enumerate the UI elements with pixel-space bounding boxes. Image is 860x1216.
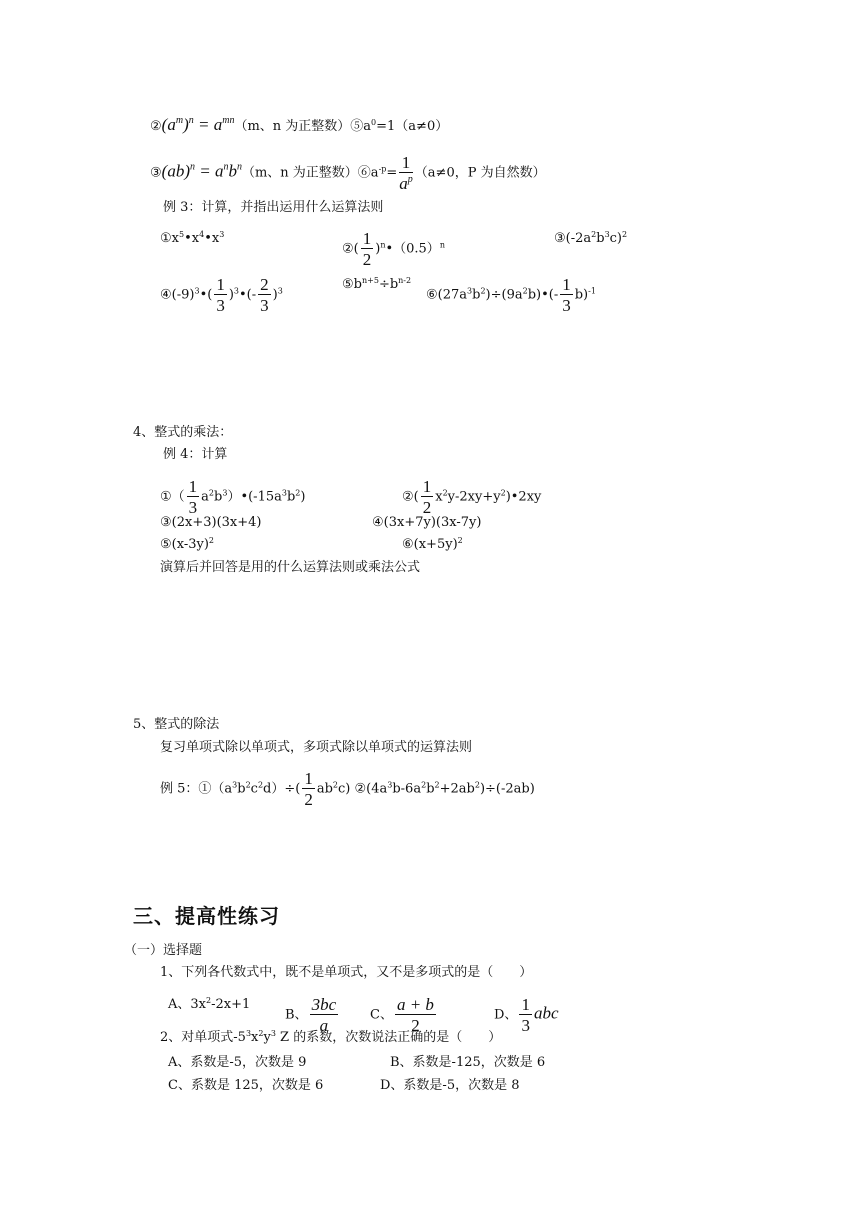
denominator: 3 <box>188 498 198 517</box>
sup: 3 <box>604 230 610 239</box>
sup: 3 <box>270 1029 276 1038</box>
sup: n <box>439 240 445 250</box>
question-1-stem: 1、下列各代数式中，既不是单项式，又不是多项式的是（ ） <box>160 965 533 980</box>
example-5 <box>160 770 535 808</box>
text: A、3x <box>168 997 206 1012</box>
numerator: a + b <box>396 995 434 1014</box>
denominator: a <box>319 1016 329 1035</box>
text: ) <box>228 287 234 303</box>
text: a <box>201 489 209 505</box>
example-4-note: 演算后并回答是用的什么运算法则或乘法公式 <box>160 560 421 575</box>
sup: m <box>175 115 184 126</box>
example-4-problem-1 <box>160 478 305 516</box>
section-5-review: 复习单项式除以单项式，多项式除以单项式的运算法则 <box>160 740 473 755</box>
sup: 2 <box>480 286 486 296</box>
example-3-problem-3 <box>554 230 627 248</box>
text: c) <box>609 231 623 246</box>
text: ⑤(x-3y) <box>160 537 209 552</box>
example-3-title: 例 3：计算，并指出运用什么运算法则 <box>163 200 384 215</box>
text: b <box>237 781 246 797</box>
equals: = <box>386 165 398 181</box>
circle-2: ② <box>150 119 162 134</box>
denominator: 2 <box>422 498 432 517</box>
denominator: 2 <box>304 790 313 809</box>
text: Z 的系数，次数说法正确的是（ ） <box>275 1030 502 1045</box>
numerator: 1 <box>362 229 372 248</box>
text: b)•(- <box>527 287 559 303</box>
question-2-stem <box>160 1029 501 1047</box>
sup: n <box>188 115 194 126</box>
formula-text: b <box>228 161 237 181</box>
section-3-heading: 三、提高性练习 <box>133 904 280 928</box>
sup: 2 <box>591 230 597 239</box>
text: •x <box>204 231 220 246</box>
text: c <box>250 781 258 797</box>
question-2-option-c[interactable]: C、系数是 125，次数是 6 <box>168 1078 324 1093</box>
numerator: 1 <box>216 275 225 294</box>
sup: 2 <box>208 488 215 498</box>
numerator: 1 <box>422 477 432 496</box>
example-4-problem-6 <box>402 536 463 554</box>
example-4-title: 例 4：计算 <box>163 447 228 462</box>
text: b <box>214 489 223 505</box>
text: b <box>596 231 605 246</box>
denominator: 2 <box>362 250 372 269</box>
text: ÷b <box>378 277 399 292</box>
text: b-6a <box>392 781 422 797</box>
section-3-subheading: （一）选择题 <box>124 943 203 958</box>
numerator: 1 <box>562 275 571 294</box>
example-3-problem-4 <box>160 276 283 314</box>
question-2-option-b[interactable]: B、系数是-125，次数是 6 <box>390 1055 546 1070</box>
text: ①（ <box>160 489 185 505</box>
sup: n <box>236 161 242 173</box>
text: ④(-9) <box>160 287 195 303</box>
sup: n+5 <box>361 276 379 285</box>
formula-text: ) <box>183 115 189 134</box>
sup: 2 <box>474 780 480 790</box>
numerator: 1 <box>304 769 313 788</box>
sup: n <box>380 240 386 250</box>
formula-text: = a <box>194 161 224 181</box>
denominator-base: a <box>399 174 408 193</box>
numerator: 1 <box>399 154 413 173</box>
sup: 2 <box>434 780 440 790</box>
sup: 3 <box>222 488 228 498</box>
sup: n <box>189 161 195 173</box>
sup: p <box>407 174 413 185</box>
text: ①x <box>160 231 179 246</box>
denominator: 3 <box>216 296 225 315</box>
example-4-problem-4: ④(3x+7y)(3x-7y) <box>372 515 482 530</box>
text: b <box>286 489 296 505</box>
text: D、 <box>494 1007 518 1023</box>
text: ⑥(27a <box>426 287 468 303</box>
sup: 2 <box>206 996 212 1005</box>
formula-text: (ab) <box>161 161 190 181</box>
sup: 3 <box>277 286 283 296</box>
text: abc <box>533 1003 559 1023</box>
sup: 3 <box>245 1029 252 1038</box>
sup: 2 <box>245 780 251 790</box>
text: b) <box>574 287 589 303</box>
example-4-problem-2 <box>402 478 541 516</box>
rule-note: （m、n 为正整数）⑥a <box>241 165 379 181</box>
sup: n-2 <box>398 276 412 285</box>
sup: 3 <box>467 286 473 296</box>
sup: 2 <box>332 780 339 790</box>
sup: 3 <box>194 286 200 296</box>
text: ) <box>272 287 278 303</box>
zero-exponent-rule: =1（a≠0） <box>376 119 449 134</box>
sup: -1 <box>588 286 596 296</box>
sup: 4 <box>199 230 205 239</box>
formula-text: (a <box>161 115 176 134</box>
sup: 3 <box>387 780 393 790</box>
sup: 2 <box>258 1029 264 1038</box>
fraction <box>214 276 227 314</box>
fraction <box>421 478 434 516</box>
text: C、 <box>370 1007 393 1023</box>
text: y <box>263 1030 271 1045</box>
sup: 2 <box>208 536 215 545</box>
fraction <box>258 276 271 314</box>
text: x <box>251 1030 259 1045</box>
text: ) <box>300 489 306 505</box>
fraction <box>302 770 315 808</box>
fraction <box>399 154 413 192</box>
denominator: 3 <box>562 296 571 315</box>
denominator: 3 <box>260 296 269 315</box>
text: B、 <box>285 1007 308 1023</box>
text: +2ab <box>439 781 475 797</box>
text: y-2xy+y <box>447 489 501 505</box>
question-1-option-d[interactable] <box>494 996 558 1034</box>
example-3-problem-5 <box>342 276 411 294</box>
fraction <box>361 230 374 268</box>
formula-text: = a <box>193 115 223 134</box>
text: c) ②(4a <box>338 781 388 797</box>
sup: 2 <box>295 488 301 498</box>
example-3-problem-6 <box>426 276 596 314</box>
text: b <box>472 287 481 303</box>
numerator: 1 <box>188 477 198 496</box>
example-4-problem-3: ③(2x+3)(3x+4) <box>160 515 262 530</box>
sup: mn <box>222 115 235 126</box>
question-1-option-a[interactable] <box>168 996 250 1014</box>
text: b <box>426 781 435 797</box>
sup: 3 <box>232 780 238 790</box>
fraction <box>187 478 200 516</box>
sup: 2 <box>500 488 506 498</box>
text: 2、对单项式-5 <box>160 1030 246 1045</box>
text: -2x+1 <box>211 997 251 1012</box>
text: ）•(-15a <box>227 489 282 505</box>
sup: 2 <box>442 488 448 498</box>
sup: -p <box>378 164 387 174</box>
text: x <box>435 489 443 505</box>
circle-3: ③ <box>150 165 162 181</box>
sup: 3 <box>219 230 225 239</box>
sup: 3 <box>281 488 287 498</box>
text: •x <box>184 231 200 246</box>
example-4-problem-5 <box>160 536 214 554</box>
text: )•2xy <box>505 489 542 505</box>
text: ⑥(x+5y) <box>402 537 458 552</box>
sup: 2 <box>522 286 528 296</box>
text: ③(-2a <box>554 231 592 246</box>
example-3-problem-2 <box>342 230 445 268</box>
text: ②( <box>402 489 419 505</box>
text: ⑤b <box>342 277 362 292</box>
section-4-heading: 4、整式的乘法： <box>133 425 233 440</box>
text: •(- <box>238 287 257 303</box>
text: ) <box>375 241 381 257</box>
text: d）÷( <box>263 781 301 797</box>
rule-note: （m、n 为正整数）⑤a <box>234 119 372 134</box>
numerator: 3bc <box>311 995 337 1014</box>
sup: n <box>223 161 229 173</box>
rule-condition: （a≠0，P 为自然数） <box>414 165 546 181</box>
denominator: 3 <box>521 1016 530 1035</box>
sup: 0 <box>371 118 377 127</box>
sup: 2 <box>457 536 463 545</box>
question-2-option-d[interactable]: D、系数是-5，次数是 8 <box>380 1078 520 1093</box>
sup: 2 <box>622 230 628 239</box>
sup: 2 <box>421 780 427 790</box>
sup: 5 <box>179 230 185 239</box>
fraction <box>560 276 573 314</box>
numerator: 1 <box>521 995 530 1014</box>
text: ab <box>316 781 333 797</box>
denominator <box>399 173 413 192</box>
text: )÷(-2ab) <box>479 781 535 797</box>
denominator: 2 <box>411 1016 420 1035</box>
text: ②( <box>342 241 359 257</box>
rule-power-of-product <box>150 154 546 192</box>
rule-power-of-power <box>150 116 448 136</box>
fraction <box>519 996 532 1034</box>
question-2-option-a[interactable]: A、系数是-5，次数是 9 <box>168 1055 307 1070</box>
example-3-problem-1 <box>160 230 224 248</box>
sup: 3 <box>233 286 239 296</box>
text: 例 5：①（a <box>160 781 233 797</box>
section-5-heading: 5、整式的除法 <box>133 717 220 732</box>
numerator: 2 <box>260 275 269 294</box>
sup: 2 <box>257 780 264 790</box>
text: •（0.5） <box>385 241 440 257</box>
text: •( <box>199 287 213 303</box>
text: )÷(9a <box>485 287 523 303</box>
